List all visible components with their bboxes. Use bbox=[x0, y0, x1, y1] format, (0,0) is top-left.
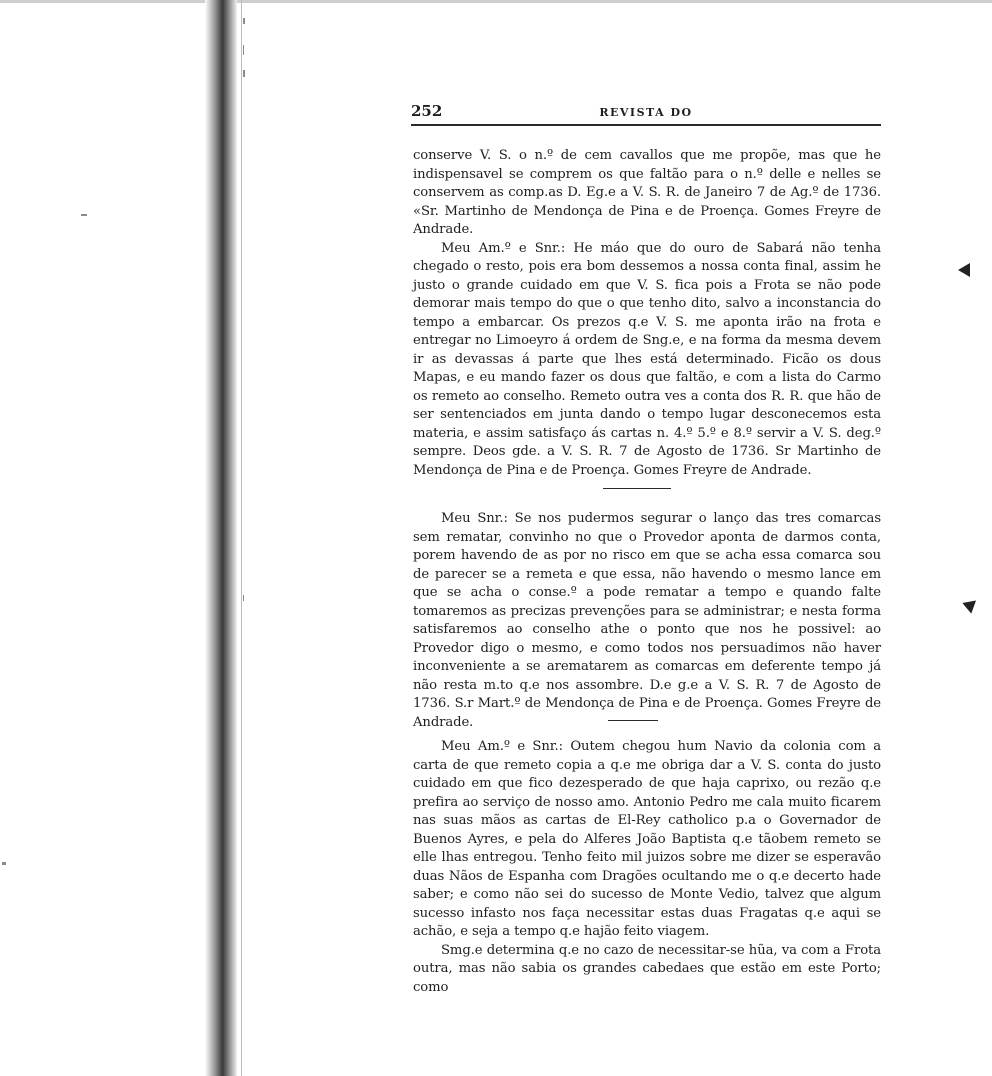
scan-speck bbox=[243, 595, 244, 601]
page-number: 252 bbox=[411, 102, 443, 120]
letter-2-body: Meu Snr.: Se nos pudermos segurar o lanço das tres comarcas sem rematar, convinho no que o Provedor aponta de darmos conta, porem havendo de as por no risco em que se acha essa comarca sou de parecer se a remeta e que essa, não havendo o mesmo lance em que se acha o conse.º a pode rematar a tempo e quando falte tomaremos as precizas prevenções para se administrar; e nesta forma satisfaremos ao conselho athe o ponto que nos he possivel: ao Provedor digo o mesmo, e como todos nos persuadimos não haver inconveniente a se arematarem as comarcas em deferente tempo já não resta m.to q.e nos assombre. D.e g.e a V. S. R. 7 de Agosto de 1736. S.r Mart.º de Mendonça de Pina e de Proença. Gomes Freyre de Andrade. bbox=[413, 511, 881, 730]
scan-top-edge bbox=[0, 0, 992, 3]
scan-speck bbox=[243, 45, 244, 55]
scan-speck bbox=[81, 214, 87, 216]
margin-arrow-marker bbox=[960, 596, 976, 613]
scan-speck bbox=[243, 18, 245, 24]
letter-3-body: Meu Am.º e Snr.: Outem chegou hum Navio da colonia com a carta de que remeto copia a q.e me obriga dar a V. S. conta do justo cuidado em que fico dezesperado de que haja caprixo, ou rezão q.e prefira ao serviço de nosso amo. Antonio Pedro me cala muito ficarem nas suas mãos as cartas de El-Rey catholico p.a o Governador de Buenos Ayres, e pela do Alferes João Baptista q.e tãobem remeto se elle lhas entregou. Tenho feito mil juizos sobre me dizer se esperavão duas Nãos de Espanha com Dragões ocultando me o q.e decerto hade saber; e como não sei do sucesso de Monte Vedio, talvez que algum sucesso infasto nos faça necessitar estas duas Fragatas q.e aqui se achão, e seja a tempo q.e hajão feito viagem. bbox=[413, 739, 881, 939]
page-header bbox=[411, 102, 881, 126]
letter-3-body-continued: Smg.e determina q.e no cazo de necessitar-se hũa, va com a Frota outra, mas não sabia os grandes cabedaes que estão em este Porto; como bbox=[413, 942, 881, 995]
letter-2 bbox=[413, 510, 881, 732]
running-title: REVISTA DO bbox=[599, 106, 693, 119]
section-separator bbox=[603, 488, 671, 489]
letter-1-body: Meu Am.º e Snr.: He máo que do ouro de Sabará não tenha chegado o resto, pois era bom dessemos a nossa conta final, assim he justo o grande cuidado em que V. S. fica pois a Frota se não pode demorar mais tempo do que o que tenho dito, salvo a inconstancia do tempo a embarcar. Os prezos q.e V. S. me aponta irão na frota e entregar no Limoeyro á ordem de Sng.e, e na forma da mesma devem ir as devassas á parte que lhes está determinado. Ficão os dous Mapas, e eu mando fazer os dous que faltão, e com a lista do Carmo os remeto ao conselho. Remeto outra ves a conta dos R. R. que hão de ser sentenciados em junta dando o tempo lugar desconecemos esta materia, e assim satisfaço ás cartas n. 4.º 5.º e 8.º servir a V. S. deg.º sempre. Deos gde. a V. S. R. 7 de Agosto de 1736. Sr Martinho de Mendonça de Pina e de Proença. Gomes Freyre de Andrade. bbox=[413, 240, 881, 478]
book-binding-line bbox=[241, 0, 242, 1076]
book-binding-shadow bbox=[205, 0, 237, 1076]
letter-3 bbox=[413, 738, 881, 997]
section-separator bbox=[608, 720, 658, 721]
letter-1 bbox=[413, 147, 881, 480]
letter-1-continuation: conserve V. S. o n.º de cem cavallos que me propõe, mas que he indispensavel se comprem os que faltão para o n.º delle e nelles se conservem as comp.as D. Eg.e a V. S. R. de Janeiro 7 de Ag.º de 1736. «Sr. Martinho de Mendonça de Pina e de Proença. Gomes Freyre de Andrade. bbox=[413, 148, 881, 237]
scan-speck bbox=[2, 862, 6, 865]
scan-speck bbox=[243, 70, 245, 77]
margin-arrow-marker bbox=[958, 263, 970, 277]
